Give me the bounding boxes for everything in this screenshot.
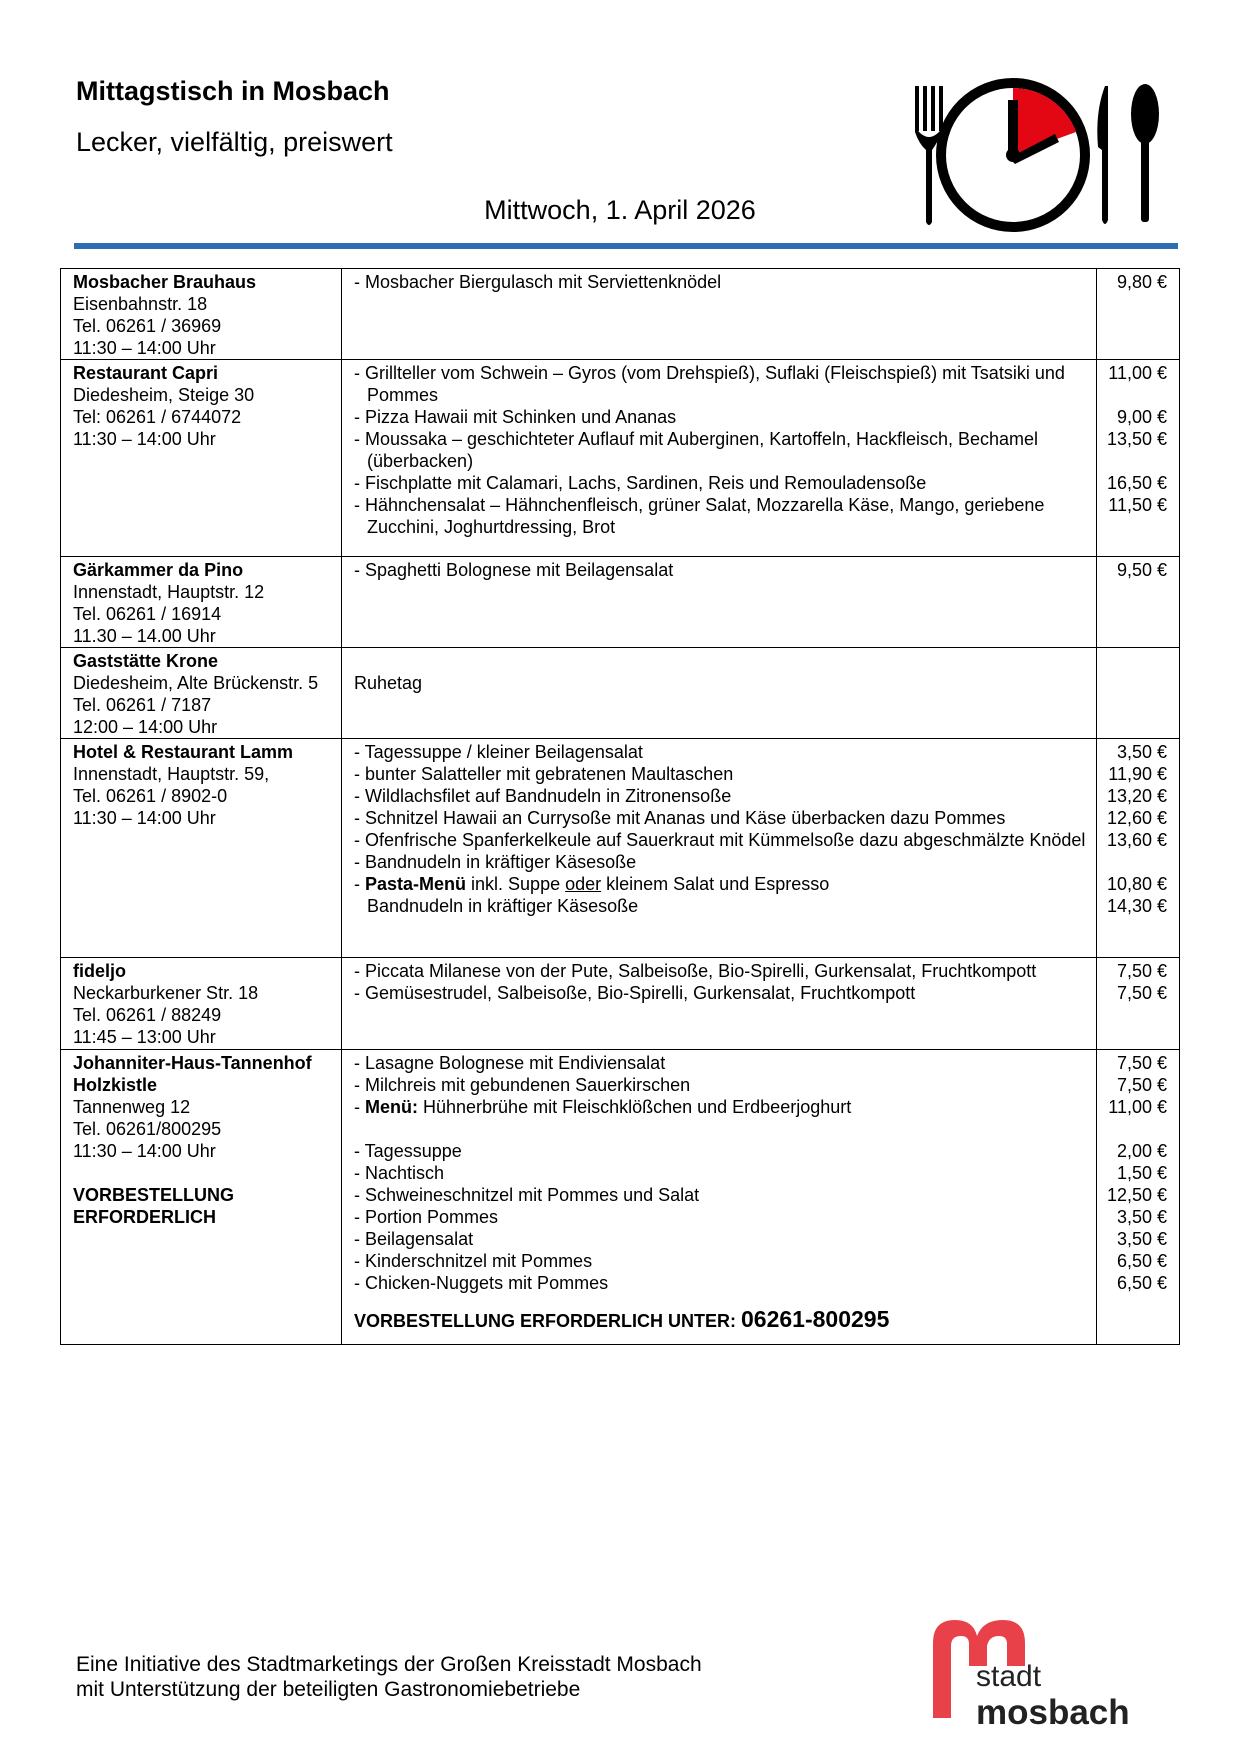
address-line: Eisenbahnstr. 18 (73, 294, 208, 314)
phone-line: Tel. 06261 / 36969 (73, 316, 222, 336)
restaurant-cell (61, 1050, 342, 1345)
preorder-label: VORBESTELLUNG ERFORDERLICH UNTER: (354, 1311, 736, 1331)
price: 16,50 € (1106, 473, 1167, 493)
dish: - Ofenfrische Spanferkelkeule auf Sauerkraut mit Kümmelsoße dazu abgeschmälzte Knödel (354, 830, 1086, 850)
table-row (61, 360, 1180, 557)
price: 3,50 € (1116, 1229, 1167, 1249)
price: 9,50 € (1116, 560, 1167, 580)
closed-note: Ruhetag (354, 673, 423, 693)
restaurant-name: fideljo (73, 961, 126, 981)
table-row (61, 1050, 1180, 1345)
brand-mosbach: mosbach (976, 1693, 1130, 1732)
table-row (61, 557, 1180, 648)
restaurant-cell (61, 958, 342, 1050)
dish: - Chicken-Nuggets mit Pommes (354, 1273, 609, 1293)
hours-line: 11:30 – 14:00 Uhr (73, 338, 216, 358)
phone-line: Tel. 06261 / 7187 (73, 695, 212, 715)
price: 9,00 € (1116, 407, 1167, 427)
hours-line: 11:30 – 14:00 Uhr (73, 1141, 216, 1161)
price: 7,50 € (1116, 961, 1167, 981)
table-row (61, 958, 1180, 1050)
pasta-menu-text: inkl. Suppe (466, 874, 566, 894)
prices-cell (1097, 958, 1180, 1050)
pasta-menu-or: oder (565, 874, 602, 894)
menu-dish: - Menü: Hühnerbrühe mit Fleischklößchen und Erdbeerjoghurt (354, 1097, 852, 1117)
price: 3,50 € (1116, 742, 1167, 762)
dish: - Schweineschnitzel mit Pommes und Salat (354, 1185, 700, 1205)
price: 2,00 € (1116, 1141, 1167, 1161)
dish: - Tagessuppe / kleiner Beilagensalat (354, 742, 643, 762)
menu-label: Menü: (365, 1097, 418, 1117)
dishes-cell (342, 360, 1097, 557)
restaurant-cell (61, 739, 342, 958)
hours-line: 11:45 – 13:00 Uhr (73, 1027, 216, 1047)
phone-line: Tel. 06261 / 88249 (73, 1005, 222, 1025)
phone-line: Tel. 06261 / 8902-0 (73, 786, 228, 806)
address-line: Diedesheim, Steige 30 (73, 385, 255, 405)
brand-stadt: stadt (976, 1660, 1042, 1693)
phone-line: Tel. 06261/800295 (73, 1119, 222, 1139)
dish: - bunter Salatteller mit gebratenen Maultaschen (354, 764, 734, 784)
footer-line: mit Unterstützung der beteiligten Gastronomiebetriebe (76, 1678, 581, 1701)
price: 11,00 € (1108, 363, 1167, 383)
pasta-menu: - Pasta-Menü inkl. Suppe oder kleinem Salat und Espresso (354, 874, 830, 894)
menu-text: Hühnerbrühe mit Fleischklößchen und Erdbeerjoghurt (418, 1097, 852, 1117)
dish: - Schnitzel Hawaii an Currysoße mit Ananas und Käse überbacken dazu Pommes (354, 808, 1006, 828)
dish: - Lasagne Bolognese mit Endiviensalat (354, 1053, 666, 1073)
dishes-cell (342, 269, 1097, 360)
price: 12,60 € (1106, 808, 1167, 828)
price: 7,50 € (1116, 1075, 1167, 1095)
footer (76, 1652, 702, 1702)
pasta-menu-label: Pasta-Menü (365, 874, 467, 894)
restaurant-cell (61, 557, 342, 648)
table-row (61, 269, 1180, 360)
dish: - Kinderschnitzel mit Pommes (354, 1251, 593, 1271)
dish: - Fischplatte mit Calamari, Lachs, Sardinen, Reis und Remouladensoße (354, 473, 927, 493)
preorder-phone-note (354, 1308, 1086, 1332)
address-line: Neckarburkener Str. 18 (73, 983, 259, 1003)
dish: - Nachtisch (354, 1163, 445, 1183)
page-subtitle: Lecker, vielfältig, preiswert (76, 127, 393, 157)
header-rule (74, 243, 1178, 249)
menu-table (60, 268, 1180, 1345)
price: 6,50 € (1116, 1251, 1167, 1271)
pasta-menu-text2: kleinem Salat und Espresso (601, 874, 830, 894)
prices-cell (1097, 1050, 1180, 1345)
table-row (61, 648, 1180, 739)
restaurant-name: Johanniter-Haus-Tannenhof Holzkistle (73, 1053, 312, 1095)
dish: - Bandnudeln in kräftiger Käsesoße (354, 852, 637, 872)
price: 11,90 € (1108, 764, 1167, 784)
prices-cell (1097, 739, 1180, 958)
price: 1,50 € (1116, 1163, 1167, 1183)
restaurant-cell (61, 360, 342, 557)
address-line: Innenstadt, Hauptstr. 12 (73, 582, 265, 602)
dish: - Beilagensalat (354, 1229, 474, 1249)
menu-date: Mittwoch, 1. April 2026 (484, 195, 756, 225)
price: 3,50 € (1116, 1207, 1167, 1227)
dish: - Moussaka – geschichteter Auflauf mit Auberginen, Kartoffeln, Hackfleisch, Bechamel (überbacken) (354, 429, 1039, 471)
dish: - Portion Pommes (354, 1207, 499, 1227)
footer-line: Eine Initiative des Stadtmarketings der Großen Kreisstadt Mosbach (76, 1653, 702, 1676)
price: 11,00 € (1108, 1097, 1167, 1117)
price: 13,50 € (1106, 429, 1167, 449)
prices-cell (1097, 648, 1180, 739)
prices-cell (1097, 360, 1180, 557)
price: 14,30 € (1106, 896, 1167, 916)
dishes-cell (342, 958, 1097, 1050)
preorder-phone: 06261-800295 (741, 1306, 890, 1332)
restaurant-name: Hotel & Restaurant Lamm (73, 742, 294, 762)
pasta-menu-line2: Bandnudeln in kräftiger Käsesoße (367, 896, 639, 916)
prices-cell (1097, 269, 1180, 360)
phone-line: Tel: 06261 / 6744072 (73, 407, 242, 427)
address-line: Diedesheim, Alte Brückenstr. 5 (73, 673, 319, 693)
price: 13,60 € (1106, 830, 1167, 850)
dish: - Milchreis mit gebundenen Sauerkirschen (354, 1075, 691, 1095)
dishes-cell (342, 648, 1097, 739)
hours-line: 11.30 – 14.00 Uhr (73, 626, 216, 646)
price: 11,50 € (1108, 495, 1167, 515)
price: 9,80 € (1116, 272, 1167, 292)
price: 6,50 € (1116, 1273, 1167, 1293)
price: 10,80 € (1106, 874, 1167, 894)
dish: - Mosbacher Biergulasch mit Serviettenknödel (354, 272, 722, 292)
dishes-cell (342, 739, 1097, 958)
address-line: Innenstadt, Hauptstr. 59, (73, 764, 270, 784)
restaurant-name: Restaurant Capri (73, 363, 219, 383)
price: 7,50 € (1116, 1053, 1167, 1073)
restaurant-cell (61, 269, 342, 360)
dishes-cell (342, 1050, 1097, 1345)
dishes-cell (342, 557, 1097, 648)
dish: - Grillteller vom Schwein – Gyros (vom Drehspieß), Suflaki (Fleischspieß) mit Tsatsiki und Pommes (354, 363, 1065, 405)
prices-cell (1097, 557, 1180, 648)
dish: - Gemüsestrudel, Salbeisoße, Bio-Spirelli, Gurkensalat, Fruchtkompott (354, 983, 916, 1003)
dish: - Piccata Milanese von der Pute, Salbeisoße, Bio-Spirelli, Gurkensalat, Fruchtkompott (354, 961, 1037, 981)
hours-line: 11:30 – 14:00 Uhr (73, 808, 216, 828)
price: 7,50 € (1116, 983, 1167, 1003)
phone-line: Tel. 06261 / 16914 (73, 604, 222, 624)
lunch-clock-logo (905, 72, 1175, 242)
price: 12,50 € (1106, 1185, 1167, 1205)
dish: - Spaghetti Bolognese mit Beilagensalat (354, 560, 674, 580)
address-line: Tannenweg 12 (73, 1097, 191, 1117)
restaurant-name: Gaststätte Krone (73, 651, 219, 671)
price: 13,20 € (1106, 786, 1167, 806)
clock-icon (941, 83, 1085, 227)
restaurant-name: Gärkammer da Pino (73, 560, 244, 580)
restaurant-cell (61, 648, 342, 739)
hours-line: 12:00 – 14:00 Uhr (73, 717, 218, 737)
spoon-icon (1131, 84, 1159, 222)
knife-icon (1097, 86, 1108, 224)
table-row (61, 739, 1180, 958)
restaurant-name: Mosbacher Brauhaus (73, 272, 257, 292)
preorder-note: VORBESTELLUNG ERFORDERLICH (73, 1185, 235, 1227)
hours-line: 11:30 – 14:00 Uhr (73, 429, 216, 449)
dish: - Hähnchensalat – Hähnchenfleisch, grüner Salat, Mozzarella Käse, Mango, geriebene Zucchini, Joghurtdressing, Brot (354, 495, 1045, 537)
dish: - Tagessuppe (354, 1141, 462, 1161)
dish: - Wildlachsfilet auf Bandnudeln in Zitronensoße (354, 786, 732, 806)
page-title: Mittagstisch in Mosbach (76, 76, 390, 106)
dish: - Pizza Hawaii mit Schinken und Ananas (354, 407, 677, 427)
